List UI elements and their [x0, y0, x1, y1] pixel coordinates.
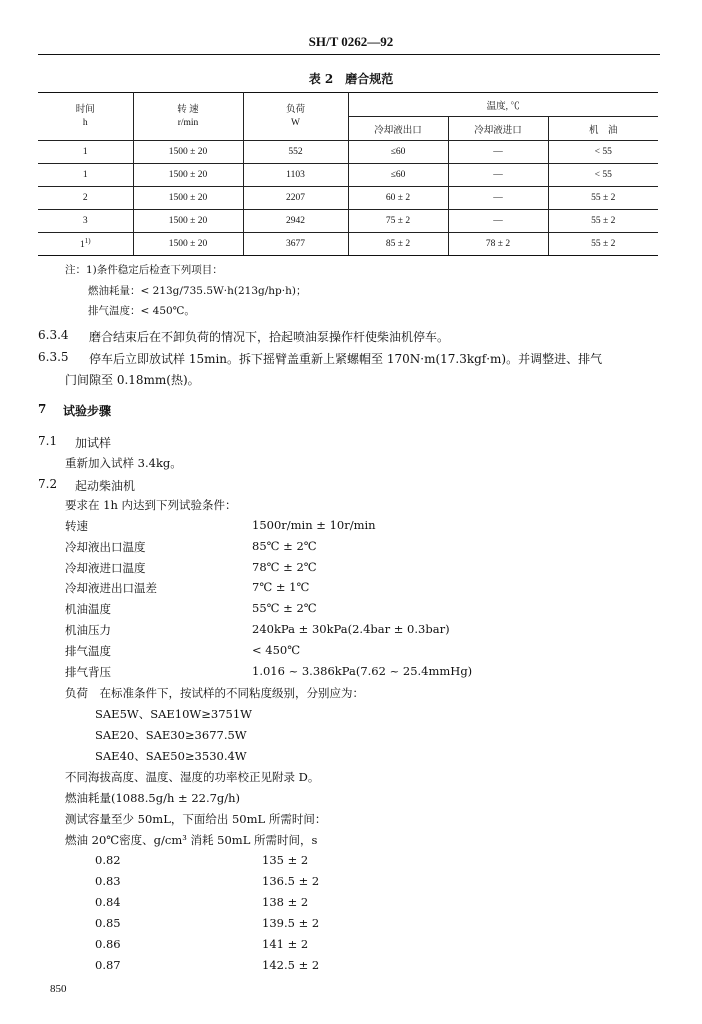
page-number: 850 [50, 983, 67, 995]
para-635-number: 6.3.5 [38, 350, 69, 364]
header-rule [38, 54, 660, 55]
measure-note: 测试容量至少 50mL，下面给出 50mL 所需时间： [65, 812, 327, 826]
condition-value: 7℃ ± 1℃ [252, 580, 310, 594]
density-header: 燃油 20℃密度、g/cm³ 消耗 50mL 所需时间，s [65, 833, 318, 847]
condition-label: 排气背压 [65, 665, 111, 679]
section-72-number: 7.2 [38, 477, 58, 491]
time-value: 135 ± 2 [262, 853, 309, 867]
col-header-speed: 转 速 r/min [133, 93, 243, 141]
table-title: 表 2 磨合规范 [308, 72, 394, 86]
col-header-temperature: 温度, ℃ [348, 93, 658, 117]
table-row: 1 1500 ± 20 552 ≤60 — < 55 [38, 141, 658, 164]
density-value: 0.87 [95, 958, 121, 972]
density-value: 0.83 [95, 874, 121, 888]
condition-label: 冷却液进口温度 [65, 561, 146, 575]
section-72-intro: 要求在 1h 内达到下列试验条件： [65, 498, 237, 512]
condition-value: < 450℃ [252, 643, 301, 657]
table-row: 1$^{1)}$ 1500 ± 20 3677 85 ± 2 78 ± 2 55 ± 2 [38, 233, 658, 256]
load-grade: SAE20、SAE30≥3677.5W [95, 728, 247, 742]
section-7-title: 试验步骤 [63, 404, 112, 418]
fuel-rate: 燃油耗量(1088.5g/h ± 22.7g/h) [65, 791, 241, 805]
section-7-number: 7 [38, 402, 47, 416]
para-634-number: 6.3.4 [38, 328, 69, 342]
standard-header: SH/T 0262—92 [308, 34, 394, 49]
condition-label: 转速 [65, 519, 88, 533]
time-value: 136.5 ± 2 [262, 874, 320, 888]
density-value: 0.84 [95, 895, 121, 909]
condition-value: 1.016 ~ 3.386kPa(7.62 ~ 25.4mmHg) [252, 664, 473, 678]
table-row: 1 1500 ± 20 1103 ≤60 — < 55 [38, 164, 658, 187]
density-value: 0.82 [95, 853, 121, 867]
condition-label: 排气温度 [65, 644, 111, 658]
section-72-title: 起动柴油机 [75, 479, 136, 493]
col-header-oil: 机 油 [548, 117, 658, 141]
table-note-2: 燃油耗量：< 213g/735.5W·h(213g/hp·h)； [88, 285, 307, 297]
density-value: 0.86 [95, 937, 121, 951]
condition-label: 机油压力 [65, 623, 111, 637]
section-71-title: 加试样 [75, 436, 112, 450]
condition-value: 85℃ ± 2℃ [252, 539, 317, 553]
para-635-line1: 停车后立即放试样 15min。拆下摇臂盖重新上紧螺帽至 170N·m(17.3kgf·m)。并调整进、排气 [89, 352, 603, 366]
condition-label: 冷却液进出口温差 [65, 581, 157, 595]
time-value: 142.5 ± 2 [262, 958, 320, 972]
run-in-spec-table [38, 92, 658, 256]
condition-label: 冷却液出口温度 [65, 540, 146, 554]
section-71-text: 重新加入试样 3.4kg。 [65, 456, 182, 470]
para-635-line2: 门间隙至 0.18mm(热)。 [65, 373, 200, 387]
table-note-3: 排气温度：< 450℃。 [88, 305, 195, 317]
table-note-1: 注：1)条件稳定后检查下列项目： [65, 264, 223, 276]
section-71-number: 7.1 [38, 434, 58, 448]
table-header-row [38, 93, 658, 117]
load-grade: SAE40、SAE50≥3530.4W [95, 749, 247, 763]
time-value: 141 ± 2 [262, 937, 309, 951]
table-row: 2 1500 ± 20 2207 60 ± 2 — 55 ± 2 [38, 187, 658, 210]
col-header-time: 时间 h [38, 93, 133, 141]
load-requirement: 负荷 在标准条件下，按试样的不同粘度级别，分别应为： [65, 686, 364, 700]
time-value: 138 ± 2 [262, 895, 309, 909]
col-header-coolant-in: 冷却液进口 [448, 117, 548, 141]
table-row: 3 1500 ± 20 2942 75 ± 2 — 55 ± 2 [38, 210, 658, 233]
condition-label: 机油温度 [65, 602, 111, 616]
time-value: 139.5 ± 2 [262, 916, 320, 930]
load-grade: SAE5W、SAE10W≥3751W [95, 707, 252, 721]
density-value: 0.85 [95, 916, 121, 930]
condition-value: 55℃ ± 2℃ [252, 601, 317, 615]
condition-value: 78℃ ± 2℃ [252, 560, 317, 574]
col-header-load: 负荷 W [243, 93, 348, 141]
para-634-text: 磨合结束后在不卸负荷的情况下，拾起喷油泵操作杆使柴油机停车。 [89, 330, 450, 344]
condition-value: 1500r/min ± 10r/min [252, 518, 376, 532]
condition-value: 240kPa ± 30kPa(2.4bar ± 0.3bar) [252, 622, 450, 636]
col-header-coolant-out: 冷却液出口 [348, 117, 448, 141]
altitude-note: 不同海拔高度、温度、湿度的功率校正见附录 D。 [65, 770, 320, 784]
